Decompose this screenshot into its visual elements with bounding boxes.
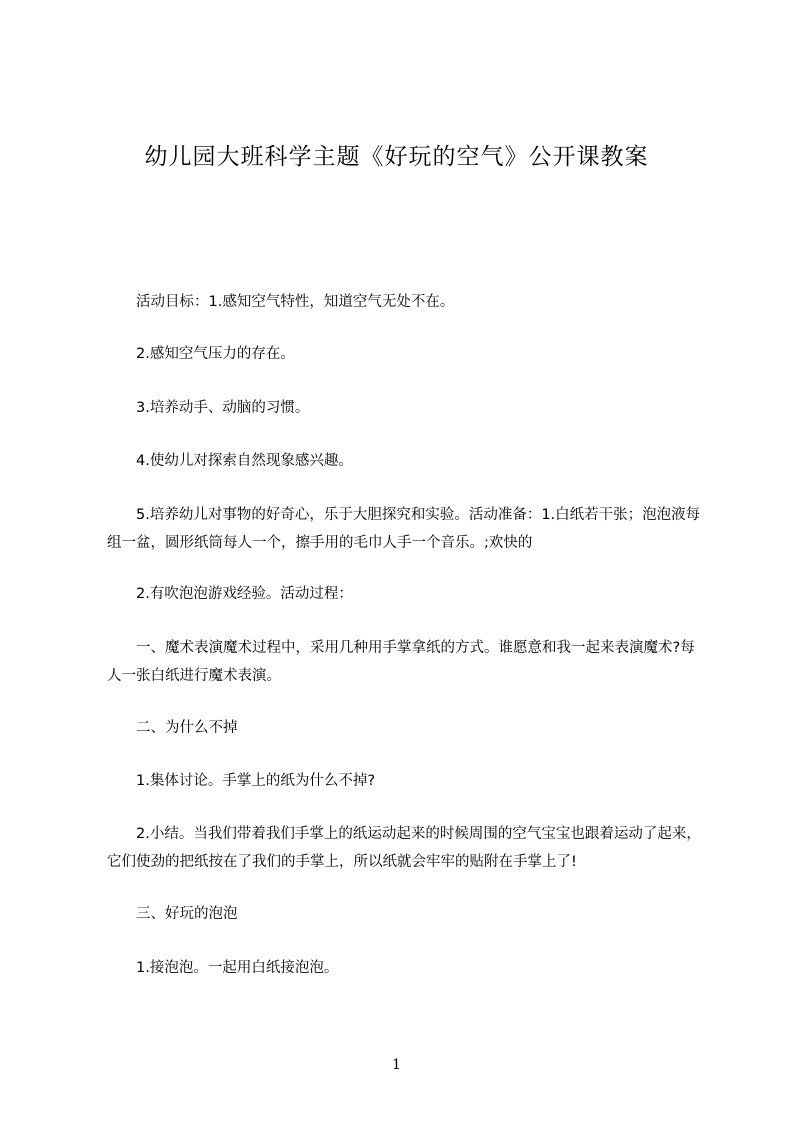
paragraph-section-3-heading: 三、好玩的泡泡 <box>136 906 238 922</box>
paragraph-catch-bubbles: 1.接泡泡。一起用白纸接泡泡。 <box>136 960 339 976</box>
paragraph-summary: 2.小结。当我们带着我们手掌上的纸运动起来的时候周围的空气宝宝也跟着运动了起来，它们使劲的把纸按在了我们的手掌上，所以纸就会牢牢的贴附在手掌上了! <box>107 826 701 870</box>
paragraph-goal-5-preparation: 5.培养幼儿对事物的好奇心，乐于大胆探究和实验。活动准备：1.白纸若干张；泡泡液每组一盆，圆形纸筒每人一个，擦手用的毛巾人手一个音乐。;欢快的 <box>107 507 701 551</box>
paragraph-preparation-2: 2.有吹泡泡游戏经验。活动过程： <box>136 586 353 602</box>
paragraph-goal-3: 3.培养动手、动脑的习惯。 <box>136 400 310 416</box>
paragraph-activity-goals: 活动目标：1.感知空气特性，知道空气无处不在。 <box>136 294 455 310</box>
paragraph-section-1: 一、魔术表演魔术过程中，采用几种用手掌拿纸的方式。谁愿意和我一起来表演魔术?每人一张白纸进行魔术表演。 <box>107 640 695 684</box>
paragraph-discussion: 1.集体讨论。手掌上的纸为什么不掉? <box>136 773 376 789</box>
paragraph-section-2-heading: 二、为什么不掉 <box>136 720 238 736</box>
paragraph-goal-2: 2.感知空气压力的存在。 <box>136 346 295 362</box>
page-number: 1 <box>392 1057 401 1073</box>
paragraph-goal-4: 4.使幼儿对探索自然现象感兴趣。 <box>136 453 353 469</box>
document-title: 幼儿园大班科学主题《好玩的空气》公开课教案 <box>144 144 649 170</box>
